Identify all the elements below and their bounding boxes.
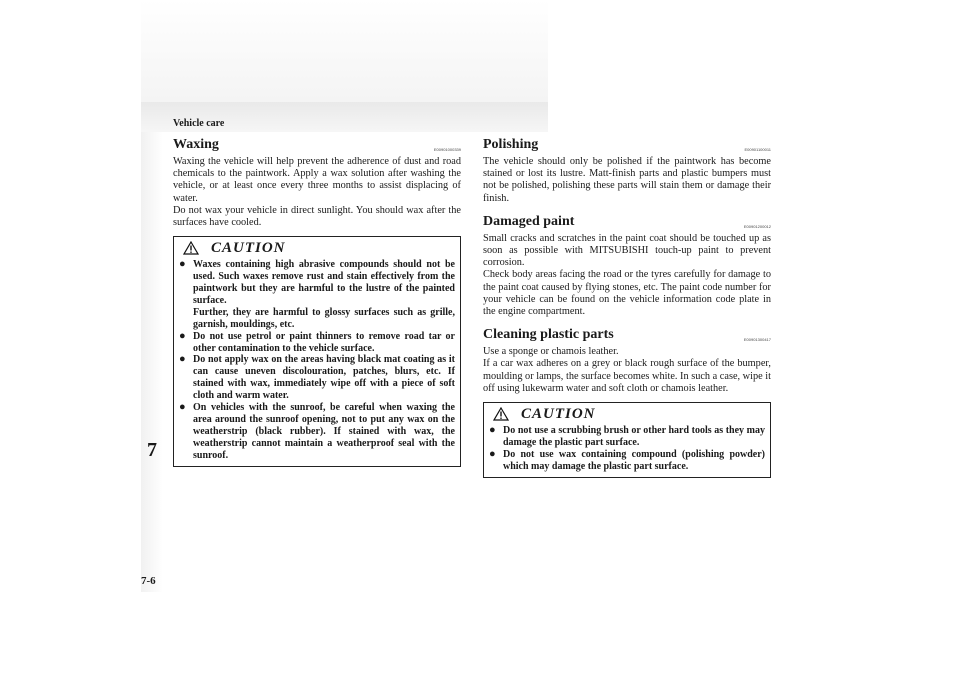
polishing-code: E00901100011 <box>744 147 771 152</box>
bullet-icon: ● <box>489 447 496 460</box>
damaged-paint-title: Damaged paint <box>483 213 575 229</box>
bullet-icon: ● <box>179 401 186 414</box>
cleaning-plastic-title: Cleaning plastic parts <box>483 327 614 343</box>
page-number: 7-6 <box>141 575 156 587</box>
caution-title: CAUTION <box>521 405 596 422</box>
caution-header <box>179 237 455 259</box>
cleaning-plastic-code: E00901300417 <box>743 337 771 343</box>
bullet-icon: ● <box>179 353 186 366</box>
warning-triangle-icon <box>493 407 509 421</box>
caution-title: CAUTION <box>211 239 286 256</box>
caution-item <box>179 402 455 462</box>
left-column <box>173 136 461 467</box>
cleaning-plastic-paragraph-1: Use a sponge or chamois leather. <box>483 346 619 358</box>
caution-item-text: Do not use wax containing compound (polishing powder) which may damage the plastic part surface. <box>503 448 765 472</box>
caution-item <box>179 259 455 330</box>
waxing-caution-box <box>173 236 461 466</box>
cleaning-plastic-heading <box>483 326 771 346</box>
damaged-paint-paragraph-2: Check body areas facing the road or the tyres carefully for damage to the paint coat caused by flying stones, etc. The paint code number for your vehicle can be found on the vehicle information code plate in the engine compartment. <box>483 269 771 318</box>
damaged-paint-code: E00901200012 <box>743 223 771 229</box>
caution-item-text: Do not use petrol or paint thinners to remove road tar or other contamination to the vehicle surface. <box>193 330 455 354</box>
caution-header <box>489 403 765 425</box>
waxing-heading <box>173 136 461 156</box>
waxing-code: E00901000339 <box>433 147 461 152</box>
cleaning-plastic-paragraph-2: If a car wax adheres on a grey or black rough surface of the bumper, moulding or lamps, the surface becomes white. In such a case, wipe it off using lukewarm water and soft cloth or chamois leather. <box>483 358 771 394</box>
caution-item-text: Do not use a scrubbing brush or other hard tools as they may damage the plastic part surface. <box>503 425 765 448</box>
waxing-title: Waxing <box>173 137 219 152</box>
caution-item-text: Do not apply wax on the areas having black mat coating as it can cause uneven discolouration, patches, blurs, etc. If stained with wax, immediately wipe off with a piece of soft cloth and warm water. <box>193 354 455 402</box>
caution-item <box>179 331 455 355</box>
section-label: Vehicle care <box>173 118 225 129</box>
caution-item <box>179 354 455 402</box>
damaged-paint-heading <box>483 213 771 233</box>
side-margin-band <box>141 132 163 592</box>
polishing-paragraph: The vehicle should only be polished if the paintwork has become stained or lost its lustre. Matt-finish parts and plastic bumpers must not be polished, polishing these parts will stain them or damage their finish. <box>483 156 771 204</box>
waxing-paragraph-2: Do not wax your vehicle in direct sunlight. You should wax after the surfaces have cooled. <box>173 204 461 229</box>
header-background <box>141 0 548 102</box>
polishing-heading <box>483 136 771 156</box>
warning-triangle-icon <box>183 241 199 255</box>
damaged-paint-paragraph-1: Small cracks and scratches in the paint coat should be touched up as soon as possible with MITSUBISHI touch-up paint to prevent corrosion. <box>483 232 771 269</box>
caution-item-text: Waxes containing high abrasive compounds should not be used. Such waxes remove rust and stain effectively from the paintwork but they are harmful to the lustre of the painted surface. <box>193 259 455 306</box>
caution-item-text: On vehicles with the sunroof, be careful when waxing the area around the sunroof opening, not to put any wax on the weatherstrip (black rubber). If stained with wax, the weatherstrip cannot maintain a weatherproof seal with the sunroof. <box>193 402 455 461</box>
plastic-caution-box <box>483 402 771 478</box>
caution-item <box>489 449 765 473</box>
bullet-icon: ● <box>179 258 186 271</box>
chapter-tab: 7 <box>147 439 157 461</box>
polishing-title: Polishing <box>483 137 539 152</box>
bullet-icon: ● <box>489 424 496 437</box>
caution-item <box>489 425 765 449</box>
right-column <box>483 136 771 478</box>
waxing-paragraph-1: Waxing the vehicle will help prevent the adherence of dust and road chemicals to the paintwork. Apply a wax solution after washing the vehicle, or at least once every three months to assist displacing of water. <box>173 156 461 204</box>
bullet-icon: ● <box>179 329 186 342</box>
caution-item-text-continued: Further, they are harmful to glossy surfaces such as grille, garnish, mouldings, etc. <box>193 306 455 330</box>
